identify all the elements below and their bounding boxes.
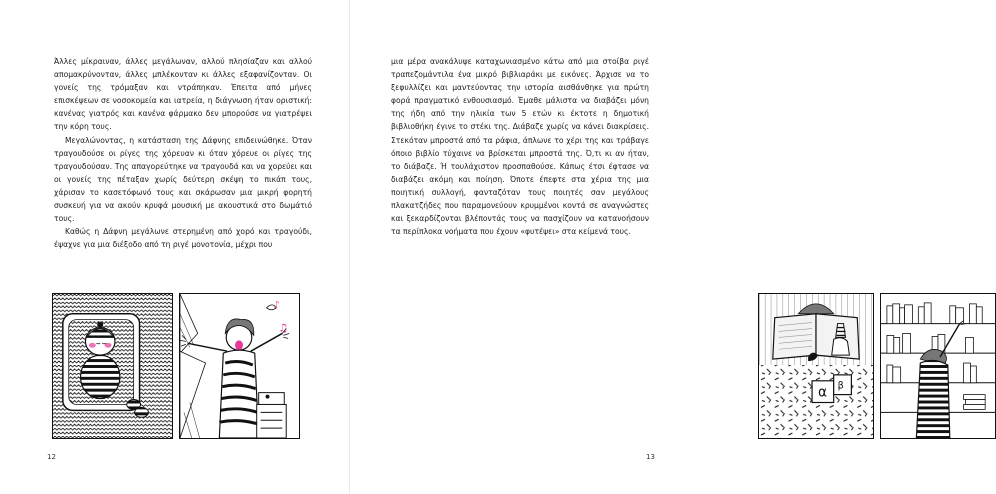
page-number: 13 (646, 453, 655, 461)
left-page-text (54, 55, 312, 251)
svg-text:♪: ♪ (273, 299, 280, 311)
right-page (350, 0, 844, 494)
right-page-text (391, 55, 649, 238)
alphabet-block-beta: β (837, 380, 844, 392)
illustration-baby-panel (52, 293, 173, 439)
page-number: 12 (47, 453, 56, 461)
paragraph: Άλλες μίκραιναν, άλλες μεγάλωναν, αλλού πλησίαζαν και αλλού απομακρύνονταν, άλλες μπλέκονταν κι άλλες εξαφανίζονταν. Οι γονείς της τρόμαξαν και ντράπηκαν. Έπειτα από μήνες επισκέψεων σε νοσοκομεία και ιατρεία, η διάγνωση ήταν οριστική: κανένας γιατρός και κανένα φάρμακο δεν μπορούσε να γιατρέψει την κόρη τους. (54, 57, 312, 132)
left-page (0, 0, 350, 494)
svg-text:♫: ♫ (278, 321, 289, 335)
paragraph: Καθώς η Δάφνη μεγάλωνε στερημένη από χορό και τραγούδι, έψαχνε για μια διέξοδο από τη ριγέ μονοτονία, μέχρι που (54, 227, 312, 250)
paragraph: μια μέρα ανακάλυψε καταχωνιασμένο κάτω από μια στοίβα ριγέ τραπεζομάντιλα ένα μικρό βιβλιαράκι με εικόνες. Άρχισε να το ξεφυλλίζει και μαντεύοντας την ιστορία αισθάνθηκε για πρώτη φορά πραγματικό ενθουσιασμό. Έμαθε μάλιστα να διαβάζει μόνη της ήδη από την ηλικία των 5 ετών κι έκτοτε η δημοτική βιβλιοθήκη έγινε το στέκι της. Διάβαζε χωρίς να κάνει διακρίσεις. Στεκόταν μπροστά από τα ράφια, άπλωνε το χέρι της και τράβαγε όποιο βιβλίο τύχαινε να βρίσκεται μπροστά της. Ό,τι κι αν ήταν, το διάβαζε. Ή τουλάχιστον προσπαθούσε. Κάπως έτσι έφτασε να διαβάζει ακόμη και ποίηση. Όποτε έπεφτε στα χέρια της μια ποιητική συλλογή, φανταζόταν τους ποιητές σαν μεγάλους πλακατζήδες που παραμονεύουν κρυμμένοι κοντά σε αναγνώστες και ξεκαρδίζονται βλέποντάς τους να πασχίζουν να κατανοήσουν τα περίπλοκα νοήματα που έχουν «φυτέψει» στα κείμενά τους. (391, 57, 649, 237)
illustration-bookshelf-panel (880, 293, 996, 439)
paragraph: Μεγαλώνοντας, η κατάσταση της Δάφνης επιδεινώθηκε. Όταν τραγουδούσε οι ρίγες της χόρευαν κι όταν χόρευε οι ρίγες της τραγουδούσαν. Της απαγορεύτηκε να τραγουδά και να χορεύει και οι γονείς της πέταξαν χωρίς δεύτερη σκέψη το πικάπ τους, χάρισαν το κασετόφωνό τους και σκάρωσαν μια μικρή φορητή συσκευή για να ακούν κρυφά μουσική με ακουστικά στο δωμάτιό τους. (54, 135, 312, 224)
alphabet-block-alpha: α (817, 384, 828, 401)
illustration-picture-book-panel (758, 293, 874, 439)
illustration-dancing-panel (179, 293, 300, 439)
